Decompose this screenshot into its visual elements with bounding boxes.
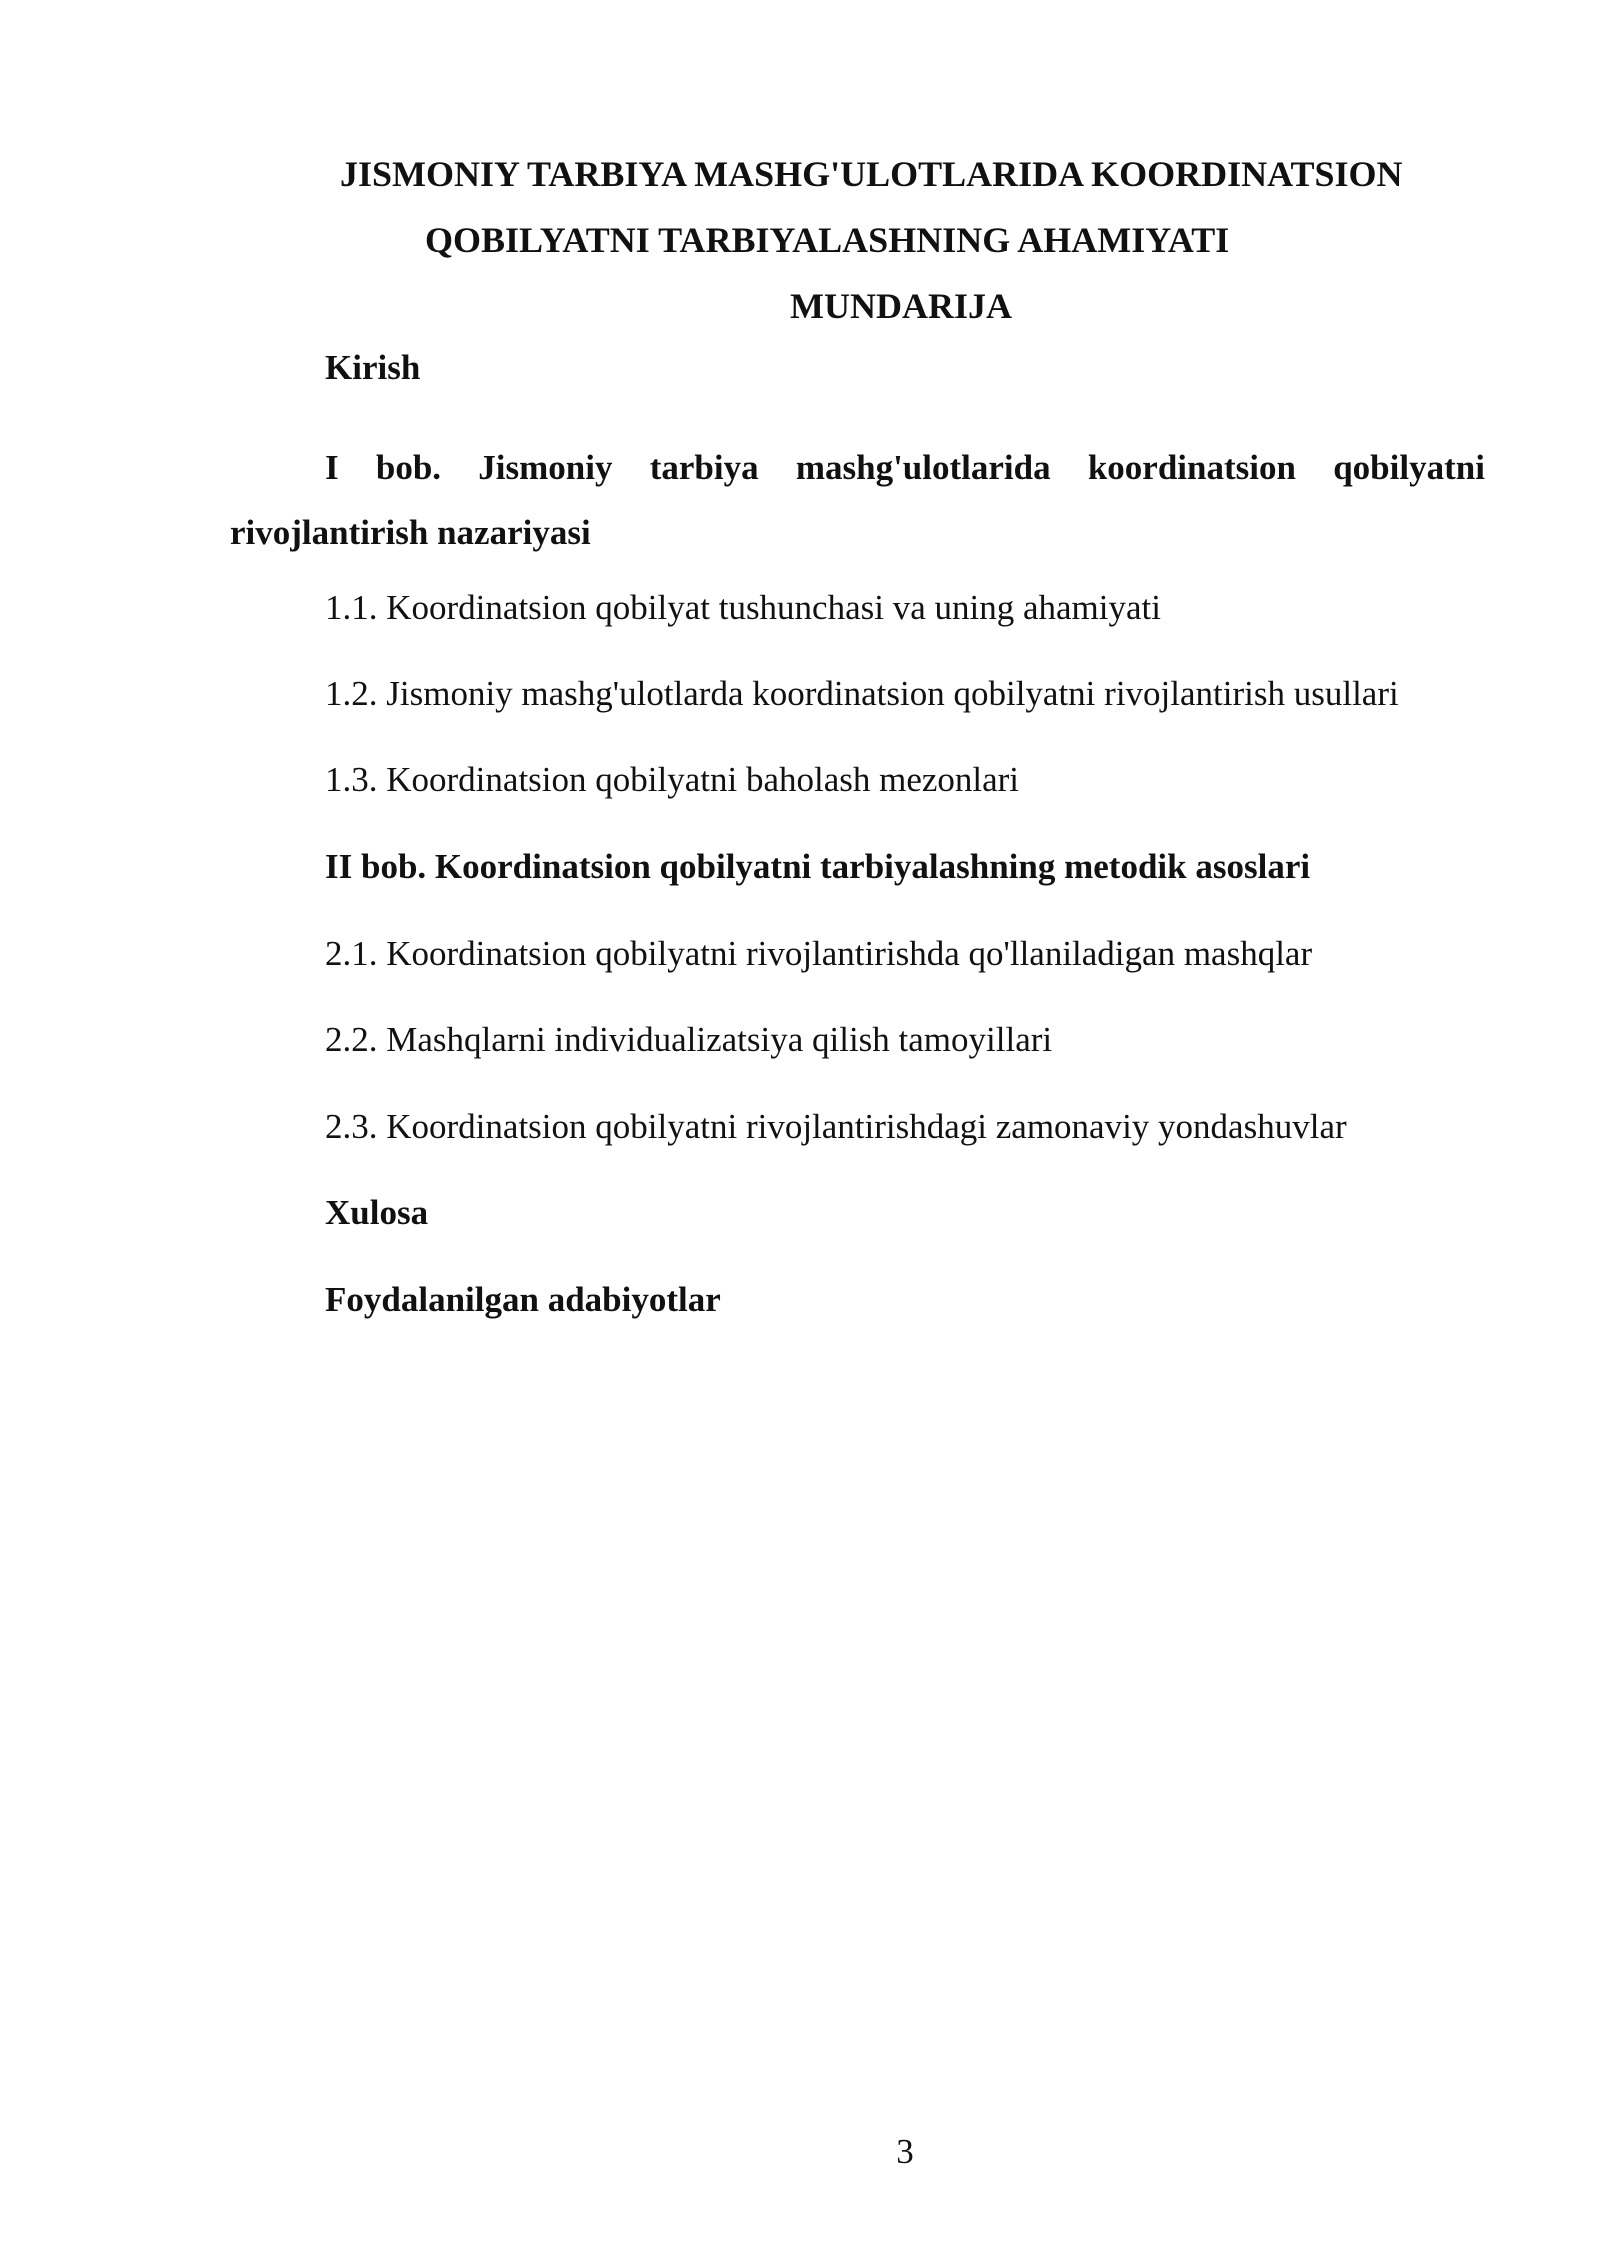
toc-entry-section-2-3: 2.3. Koordinatsion qobilyatni rivojlantirishdagi zamonaviy yondashuvlar xyxy=(325,1107,1347,1146)
toc-entry-section-1-1: 1.1. Koordinatsion qobilyat tushunchasi va uning ahamiyati xyxy=(325,588,1161,627)
toc-entry-section-2-2: 2.2. Mashqlarni individualizatsiya qilish tamoyillari xyxy=(325,1020,1053,1059)
toc-entry-chapter-1 xyxy=(230,435,1485,565)
toc-entry-references: Foydalanilgan adabiyotlar xyxy=(325,1280,721,1319)
chapter-1-word: tarbiya xyxy=(649,448,759,487)
toc-entry-conclusion: Xulosa xyxy=(325,1193,429,1232)
chapter-1-word: I xyxy=(325,448,339,487)
toc-entry-intro: Kirish xyxy=(325,348,421,387)
toc-entry-chapter-2: II bob. Koordinatsion qobilyatni tarbiyalashning metodik asoslari xyxy=(325,847,1311,886)
chapter-1-word: qobilyatni xyxy=(1333,448,1485,487)
chapter-1-word: Jismoniy xyxy=(478,448,613,487)
document-title-line-1: JISMONIY TARBIYA MASHG'ULOTLARIDA KOORDINATSION xyxy=(340,154,1403,194)
chapter-1-line-2: rivojlantirish nazariyasi xyxy=(230,513,591,552)
toc-entry-section-2-1: 2.1. Koordinatsion qobilyatni rivojlantirishda qo'llaniladigan mashqlar xyxy=(325,934,1313,973)
chapter-1-word: mashg'ulotlarida xyxy=(795,448,1051,487)
chapter-1-line-1 xyxy=(230,435,1485,500)
toc-entry-section-1-3: 1.3. Koordinatsion qobilyatni baholash mezonlari xyxy=(325,760,1020,799)
toc-entry-section-1-2: 1.2. Jismoniy mashg'ulotlarda koordinatsion qobilyatni rivojlantirish usullari xyxy=(325,674,1399,713)
toc-heading: MUNDARIJA xyxy=(790,286,1012,326)
chapter-1-word: koordinatsion xyxy=(1087,448,1296,487)
chapter-1-word: bob. xyxy=(375,448,442,487)
document-title-line-2: QOBILYATNI TARBIYALASHNING AHAMIYATI xyxy=(425,220,1230,260)
page-number: 3 xyxy=(896,2132,914,2171)
